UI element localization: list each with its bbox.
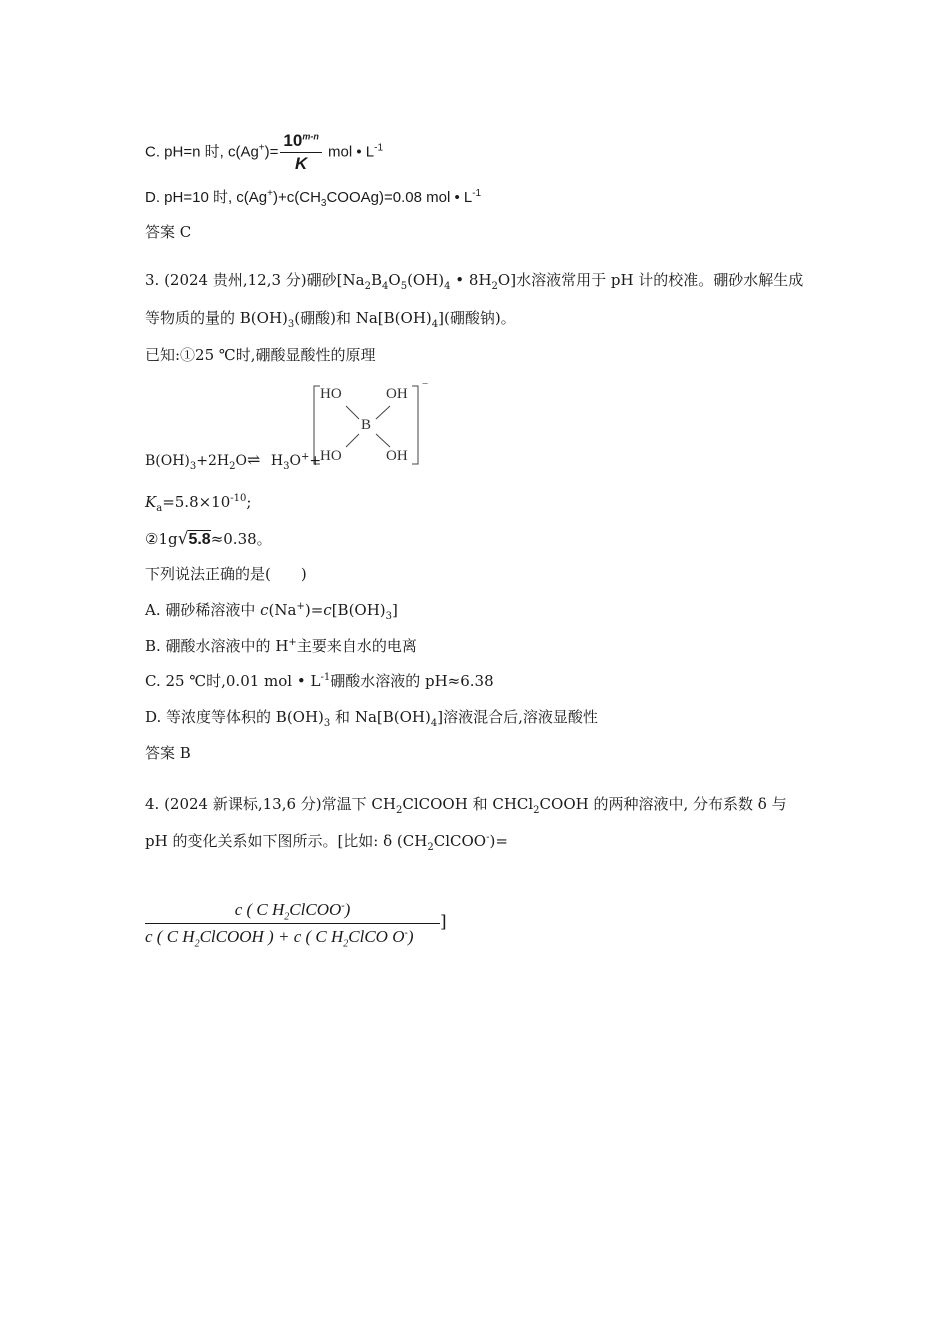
text: 3. (2024 贵州,12,3 分)硼砂[Na [145,271,365,289]
ho-bottom-left: HO [320,448,342,464]
fraction-denominator: K [294,154,308,173]
text: ]溶液混合后,溶液显酸性 [437,708,598,726]
q3-option-a [145,600,398,620]
text: D. pH=10 时, c(Ag [145,189,268,206]
sub: 2 [533,805,540,816]
numerator-exponent: m-n [302,131,319,142]
sub: 2 [396,805,403,816]
fraction-numerator [145,900,440,924]
text: C. 25 ℃时,0.01 mol • L [145,672,321,690]
boron-atom: B [361,417,372,433]
sup: + [296,601,305,612]
ka-symbol: K [145,493,157,511]
fraction-denominator [145,924,440,950]
sub: 4 [444,281,451,292]
fraction-numerator [280,131,321,153]
option-c [145,131,383,174]
text: ) [344,900,351,919]
text: )= [489,832,508,850]
sub: 3 [283,460,290,472]
text: c ( C H [234,900,285,919]
text: (OH) [407,271,445,289]
q3-question: 下列说法正确的是( ) [145,565,307,583]
sub: 3 [385,611,393,622]
text: ClCOOH 和 CHCl [402,795,534,813]
text: c [260,601,269,619]
numerator-base: 10 [283,131,303,150]
text: ) [407,927,414,946]
sub: 4 [382,281,389,292]
sub: 3 [287,319,295,330]
text: 主要来自水的电离 [296,637,417,655]
q3-option-b [145,636,417,656]
text: O]水溶液常用于 pH 计的校准。硼砂水解生成 [497,271,804,289]
text: ] [392,601,398,619]
sub: 3 [189,460,197,472]
text: )+c(CH [272,189,321,206]
answer-2: 答案 B [145,744,191,762]
sup: + [300,451,310,463]
q3-known2 [145,529,272,550]
text: H [266,453,284,469]
text: =5.8×10 [162,493,231,511]
text: 4. (2024 新课标,13,6 分)常温下 CH [145,795,396,813]
sub: 2 [284,911,290,923]
text: 等物质的量的 B(OH) [145,309,288,327]
sub: 2 [194,938,200,950]
sup: -1 [320,672,331,683]
q3-equation [145,450,321,471]
text: D. 等浓度等体积的 B(OH) [145,708,324,726]
sup: - [341,900,345,912]
text: COOH 的两种溶液中, 分布系数 δ 与 [539,795,787,813]
option-c-sup: + [258,142,265,154]
sub: 5 [400,281,408,292]
sub: 2 [427,842,434,853]
root-value: 5.8 [188,531,211,548]
text: ClCOO [289,900,342,919]
text: )= [304,601,324,619]
text: O [289,453,301,469]
text: c [323,601,332,619]
sub: 4 [431,319,439,330]
text: pH 的变化关系如下图所示。[比如: δ (CH [145,832,428,850]
charge: − [422,378,429,390]
option-c-mid: )= [264,143,279,161]
sub: 4 [430,718,438,729]
text: B(OH) [145,453,190,469]
q3-option-c [145,671,494,691]
text: 硼酸水溶液的 pH≈6.38 [330,672,494,690]
option-c-unit: mol • L [323,143,375,161]
text: O [388,271,401,289]
text: ClCOOH ) + c ( C H [199,927,344,946]
option-c-unit-sup: -1 [374,142,384,154]
text: ≈0.38。 [210,530,272,548]
text: [B(OH) [331,601,386,619]
sup: - [404,927,408,939]
text: ](硼酸钠)。 [438,309,516,327]
sup: -10 [230,493,247,504]
sup: - [486,832,490,843]
text: ②1g [145,530,178,548]
oh-bottom-right: OH [386,448,408,464]
fraction [280,131,321,174]
sub: 3 [323,718,331,729]
text: +2H [196,453,230,469]
option-d [145,188,481,208]
text: ClCO O [348,927,405,946]
text: A. 硼砂稀溶液中 [145,601,261,619]
q4-line1 [145,794,787,814]
text: • 8H [450,271,492,289]
closing-bracket: ] [440,912,447,932]
text: B. 硼酸水溶液中的 H [145,637,289,655]
text: O [235,453,247,469]
text: ; [246,493,252,511]
sub: a [156,503,163,514]
text: (硼酸)和 Na[B(OH) [294,309,432,327]
text: (Na [268,601,297,619]
text: c ( C H [145,927,195,946]
sub: 3 [320,198,327,209]
text: + [309,453,322,469]
oh-top-right: OH [386,386,408,402]
sub: 2 [491,281,498,292]
text: 和 Na[B(OH) [330,708,431,726]
distribution-fraction [145,900,440,950]
borate-structure [312,378,429,468]
sub: 2 [364,281,371,292]
sup: + [288,637,297,648]
q4-line2 [145,831,508,851]
sup: + [267,188,273,199]
text: ClCOO [433,832,487,850]
ho-top-left: HO [320,386,342,402]
root-sign-icon: √ [177,529,189,549]
sub: 2 [229,460,236,472]
sup: -1 [472,188,482,199]
text: B [370,271,382,289]
q3-known: 已知:①25 ℃时,硼酸显酸性的原理 [145,346,376,364]
answer-1: 答案 C [145,223,192,241]
option-c-text: C. pH=n 时, c(Ag [145,143,259,161]
q3-ka [145,492,251,512]
q3-line1 [145,270,803,290]
sub: 2 [343,938,349,950]
q3-line2 [145,308,516,328]
q3-option-d [145,707,598,727]
equilibrium-arrow-icon: ⇌ [247,450,267,469]
text: COOAg)=0.08 mol • L [326,189,473,206]
